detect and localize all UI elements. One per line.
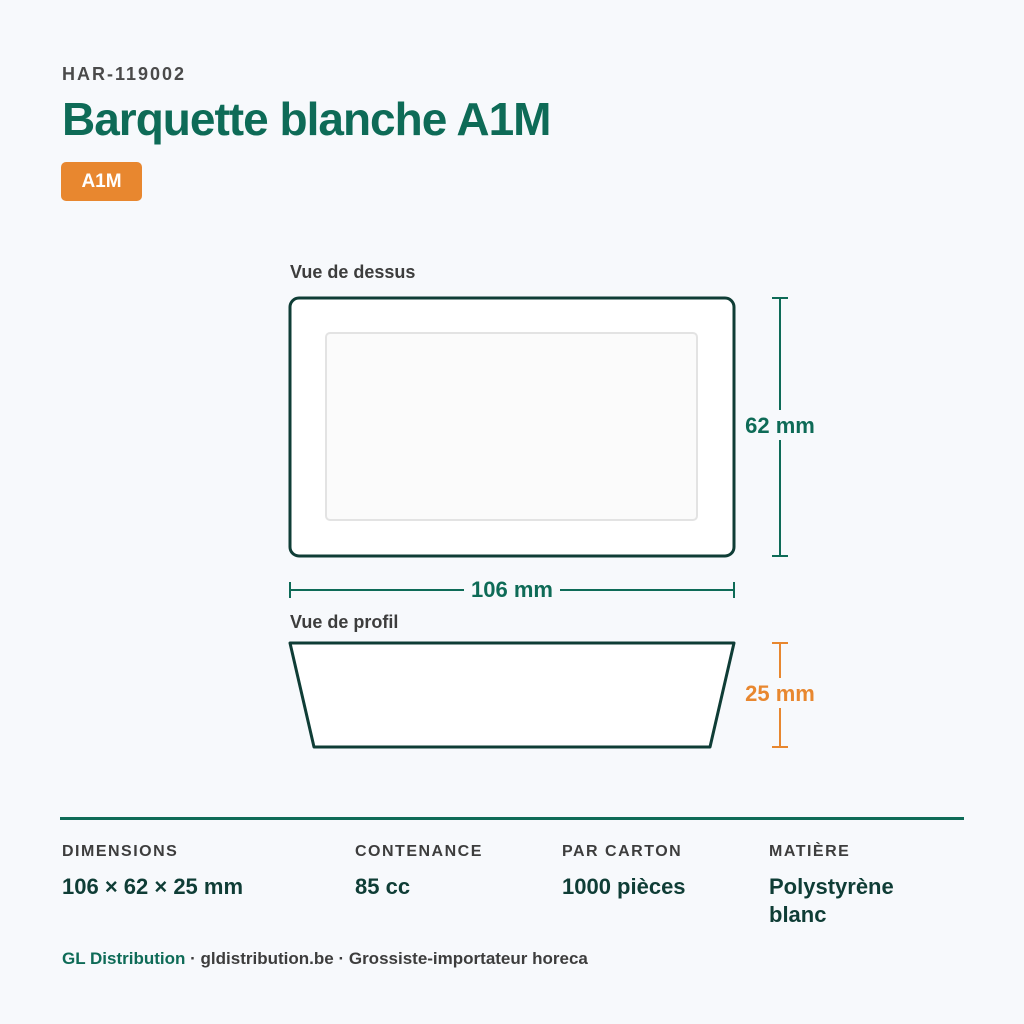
spec-value: 1000 pièces [562,874,686,899]
footer-tagline: Grossiste-importateur horeca [348,949,588,968]
profile-view-label: Vue de profil [290,612,399,632]
top-view-label: Vue de dessus [290,262,416,282]
height-label: 25 mm [745,681,815,706]
profile-view-outline [290,643,734,747]
product-sku: HAR-119002 [62,64,187,84]
footer-website: gldistribution.be [200,949,334,968]
depth-dimension [738,298,822,556]
spec-per-carton [562,843,752,901]
width-dimension [290,574,734,604]
spec-label: PAR CARTON [562,843,683,860]
footer-separator: · [190,949,196,968]
model-badge: A1M [61,162,142,201]
spec-label: MATIÈRE [769,843,851,860]
footer-brand: GL Distribution [62,949,186,968]
footer-separator: · [338,949,345,968]
spec-value: 85 cc [355,874,411,899]
spec-capacity [355,843,545,901]
spec-material [769,843,929,929]
footer [62,949,588,969]
depth-label: 62 mm [745,413,815,438]
spec-value: Polystyrène blanc [769,874,894,927]
width-label: 106 mm [471,577,553,602]
top-view-inner-cavity [326,333,697,520]
height-dimension [738,643,822,747]
page-title: Barquette blanche A1M [62,93,551,145]
spec-value: 106 × 62 × 25 mm [62,874,244,899]
spec-label: DIMENSIONS [62,843,179,860]
spec-label: CONTENANCE [355,843,483,860]
spec-dimensions [62,843,332,901]
section-divider [60,817,964,820]
